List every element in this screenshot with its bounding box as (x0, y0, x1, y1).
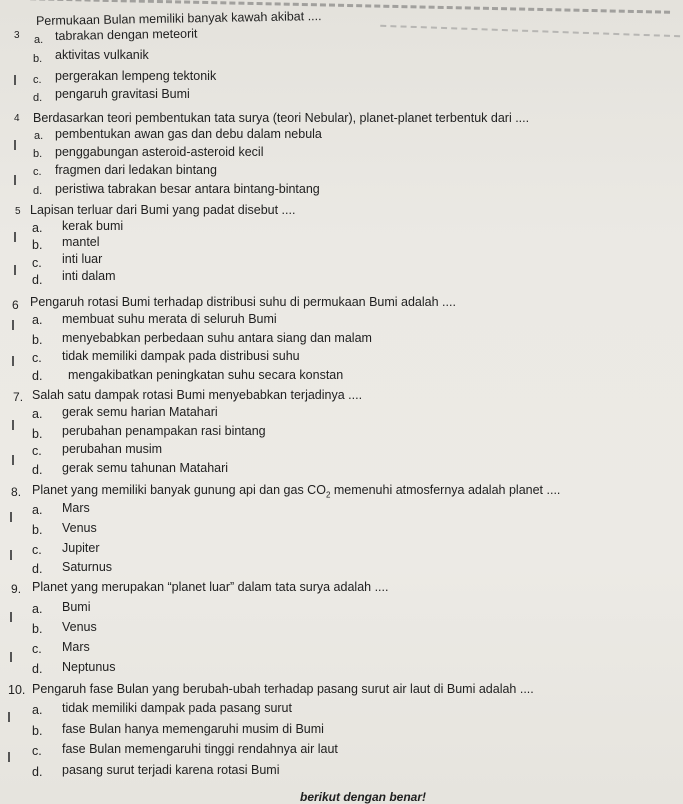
option-text: Venus (62, 521, 97, 535)
option-letter: d. (32, 273, 43, 287)
option-letter: d. (32, 765, 43, 779)
option-letter: d. (32, 463, 43, 477)
option-letter: b. (32, 333, 43, 347)
option-letter: a. (34, 130, 44, 142)
margin-tick (14, 265, 16, 275)
question-text: Salah satu dampak rotasi Bumi menyebabkan terjadinya .... (32, 388, 363, 402)
margin-tick (12, 320, 14, 330)
option-text: Neptunus (62, 660, 116, 674)
option-text: penggabungan asteroid-asteroid kecil (55, 145, 264, 159)
option-text: menyebabkan perbedaan suhu antara siang dan malam (62, 331, 372, 345)
torn-edge-dashes-right (380, 25, 680, 47)
question-number: 3 (14, 30, 20, 41)
option-letter: b. (32, 427, 43, 441)
option-text: kerak bumi (62, 219, 124, 233)
option-text: pengaruh gravitasi Bumi (55, 87, 190, 101)
question-text: Lapisan terluar dari Bumi yang padat disebut .... (30, 203, 296, 217)
option-letter: d. (32, 662, 43, 676)
question-number: 9. (11, 582, 22, 596)
margin-tick (14, 75, 16, 85)
option-letter: b. (32, 622, 43, 636)
option-text: pasang surut terjadi karena rotasi Bumi (62, 763, 280, 777)
margin-tick (12, 356, 14, 366)
margin-tick (8, 712, 10, 722)
option-letter: c. (32, 256, 42, 270)
option-text: tabrakan dengan meteorit (54, 26, 198, 43)
option-letter: b. (33, 53, 43, 65)
option-text: gerak semu harian Matahari (62, 405, 218, 419)
margin-tick (8, 752, 10, 762)
question-number: 10. (8, 683, 26, 697)
footer-instruction: berikut dengan benar! (300, 790, 427, 804)
question-text: Planet yang memiliki banyak gunung api dan gas $CO_2$ memenuhi atmosfernya adalah planet .... (32, 483, 561, 500)
option-text: fase Bulan memengaruhi tinggi rendahnya air laut (62, 742, 338, 756)
option-text: tidak memiliki dampak pada pasang surut (62, 701, 292, 715)
option-letter: b. (33, 148, 43, 160)
option-letter: b. (32, 238, 43, 252)
question-number: 7. (13, 390, 24, 404)
option-letter: a. (34, 34, 44, 46)
margin-tick (10, 612, 12, 622)
margin-tick (14, 232, 16, 242)
option-letter: c. (33, 166, 42, 178)
option-letter: c. (32, 744, 42, 758)
option-text: pembentukan awan gas dan debu dalam nebula (55, 127, 322, 141)
option-letter: d. (32, 562, 43, 576)
option-text: mengakibatkan peningkatan suhu secara konstan (68, 368, 344, 382)
option-letter: b. (32, 523, 43, 537)
option-text: tidak memiliki dampak pada distribusi suhu (62, 349, 300, 363)
margin-tick (14, 140, 16, 150)
option-letter: a. (32, 313, 43, 327)
question-text: Pengaruh rotasi Bumi terhadap distribusi suhu di permukaan Bumi adalah .... (30, 295, 456, 309)
question-number: 5 (15, 206, 21, 217)
option-letter: c. (32, 444, 42, 458)
option-text: aktivitas vulkanik (55, 48, 149, 62)
question-text: Berdasarkan teori pembentukan tata surya (teori Nebular), planet-planet terbentuk dari .... (33, 111, 530, 125)
option-letter: c. (32, 351, 42, 365)
option-letter: c. (33, 74, 42, 86)
margin-tick (10, 512, 12, 522)
option-text: inti luar (62, 252, 103, 266)
option-text: fragmen dari ledakan bintang (55, 163, 217, 177)
option-text: fase Bulan hanya memengaruhi musim di Bumi (62, 722, 324, 736)
option-text: Mars (62, 640, 90, 654)
option-text: mantel (62, 235, 100, 249)
margin-tick (12, 455, 14, 465)
option-letter: a. (32, 703, 43, 717)
option-text: perubahan penampakan rasi bintang (62, 424, 266, 438)
margin-tick (10, 550, 12, 560)
option-letter: c. (32, 543, 42, 557)
option-text: inti dalam (62, 269, 116, 283)
question-text: Planet yang merupakan “planet luar” dalam tata surya adalah .... (32, 580, 389, 594)
margin-tick (14, 175, 16, 185)
margin-tick (12, 420, 14, 430)
question-text: Permukaan Bulan memiliki banyak kawah akibat .... (35, 9, 322, 28)
question-number: 4 (14, 113, 20, 124)
option-letter: d. (33, 185, 43, 197)
option-text: gerak semu tahunan Matahari (62, 461, 229, 475)
question-text: Pengaruh fase Bulan yang berubah-ubah terhadap pasang surut air laut di Bumi adalah .... (32, 682, 534, 696)
option-text: Mars (62, 501, 90, 515)
question-number: 8. (11, 485, 22, 499)
option-letter: a. (32, 407, 43, 421)
option-text: Jupiter (62, 541, 100, 555)
option-letter: c. (32, 642, 42, 656)
option-letter: d. (33, 92, 43, 104)
option-text: peristiwa tabrakan besar antara bintang-bintang (55, 182, 320, 196)
option-text: Venus (62, 620, 97, 634)
option-text: perubahan musim (62, 442, 163, 456)
option-letter: b. (32, 724, 43, 738)
option-text: membuat suhu merata di seluruh Bumi (62, 312, 277, 326)
option-text: Saturnus (62, 560, 113, 574)
option-letter: a. (32, 221, 43, 235)
margin-tick (10, 652, 12, 662)
option-letter: a. (32, 503, 43, 517)
question-number: 6 (12, 298, 19, 312)
option-letter: a. (32, 602, 43, 616)
option-text: Bumi (62, 600, 91, 614)
option-letter: d. (32, 369, 43, 383)
option-text: pergerakan lempeng tektonik (55, 69, 217, 83)
